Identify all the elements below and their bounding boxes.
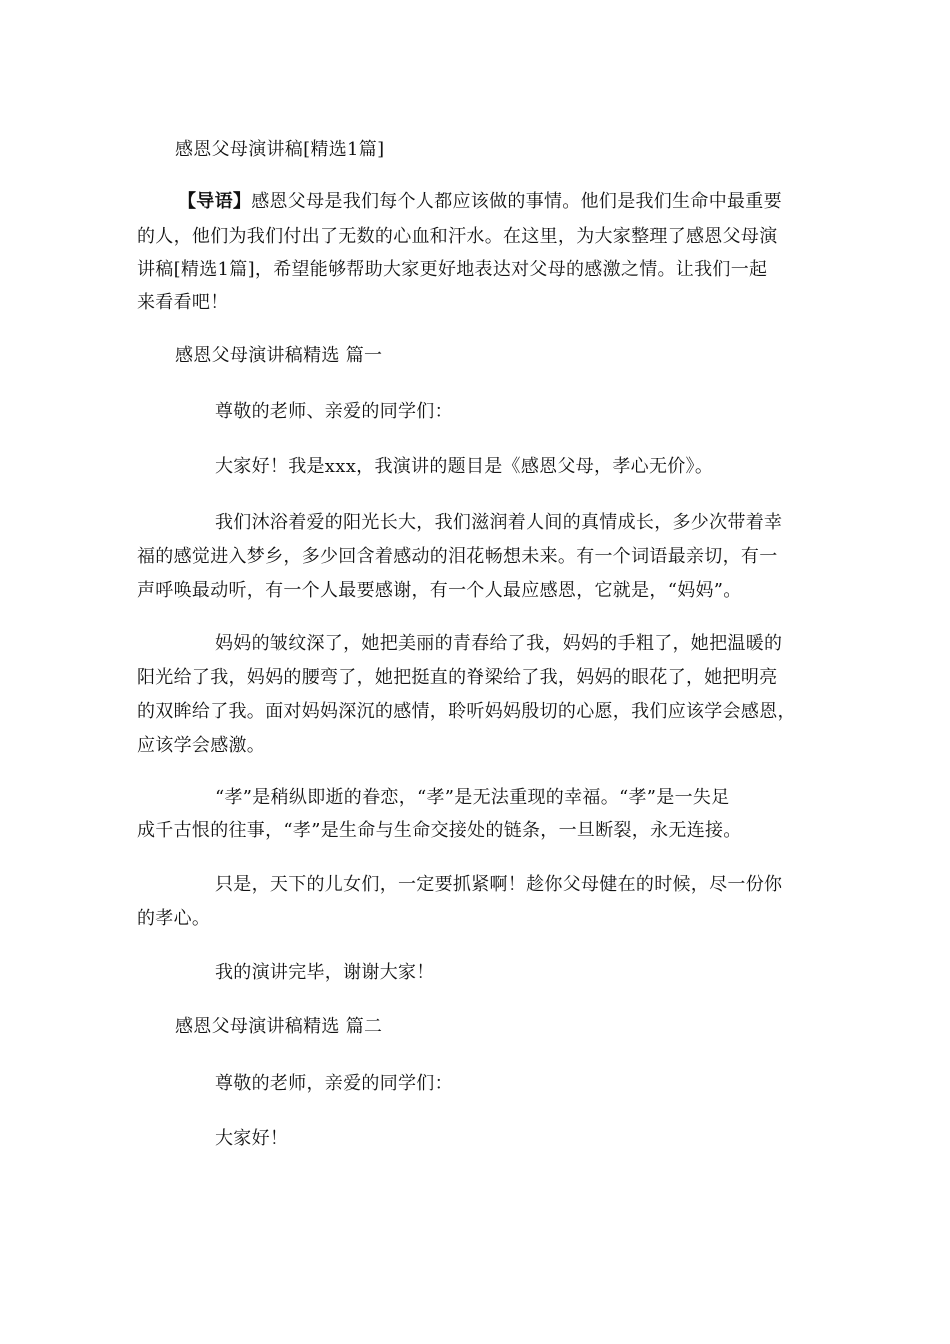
section1-para4-line-2: 的孝心。: [137, 908, 211, 929]
section1-salutation: 尊敬的老师、亲爱的同学们：: [215, 401, 453, 422]
section1-para3-line-1: “孝”是稍纵即逝的眷恋，“孝”是无法重现的幸福。“孝”是一失足: [215, 787, 730, 808]
section1-heading: 感恩父母演讲稿精选 篇一: [175, 345, 383, 366]
section1-para1-line-1: 我们沐浴着爱的阳光长大，我们滋润着人间的真情成长，多少次带着幸: [215, 512, 783, 533]
section1-closing: 我的演讲完毕，谢谢大家！: [215, 962, 435, 983]
section1-para2-line-1: 妈妈的皱纹深了，她把美丽的青春给了我，妈妈的手粗了，她把温暖的: [215, 633, 783, 654]
intro-text-1: 感恩父母是我们每个人都应该做的事情。他们是我们生命中最重要: [251, 191, 782, 212]
section2-salutation: 尊敬的老师，亲爱的同学们：: [215, 1073, 453, 1094]
section1-para3-line-2: 成千古恨的往事，“孝”是生命与生命交接处的链条，一旦断裂，永无连接。: [137, 820, 742, 841]
section1-para2-line-3: 的双眸给了我。面对妈妈深沉的感情，聆听妈妈殷切的心愿，我们应该学会感恩，: [137, 701, 796, 722]
section1-para2-line-4: 应该学会感激。: [137, 735, 266, 756]
section1-para4-line-1: 只是，天下的儿女们，一定要抓紧啊！趁你父母健在的时候，尽一份你: [215, 874, 783, 895]
section2-heading: 感恩父母演讲稿精选 篇二: [175, 1016, 383, 1037]
intro-line-4: 来看看吧！: [137, 292, 229, 313]
intro-line-3: 讲稿[精选1篇]，希望能够帮助大家更好地表达对父母的感激之情。让我们一起: [137, 259, 768, 280]
intro-line-2: 的人，他们为我们付出了无数的心血和汗水。在这里，为大家整理了感恩父母演: [137, 226, 778, 247]
section1-greeting: 大家好！我是xxx，我演讲的题目是《感恩父母，孝心无价》。: [215, 456, 714, 477]
section2-greeting: 大家好！: [215, 1128, 289, 1149]
section1-para1-line-3: 声呼唤最动听，有一个人最要感谢，有一个人最应感恩，它就是，“妈妈”。: [137, 580, 742, 601]
section1-para1-line-2: 福的感觉进入梦乡，多少回含着感动的泪花畅想未来。有一个词语最亲切，有一: [137, 546, 778, 567]
intro-tag: 【导语】: [178, 191, 252, 212]
document-title: 感恩父母演讲稿[精选1篇]: [175, 139, 385, 160]
section1-para2-line-2: 阳光给了我，妈妈的腰弯了，她把挺直的脊梁给了我，妈妈的眼花了，她把明亮: [137, 667, 778, 688]
intro-line-1: [178, 190, 782, 214]
